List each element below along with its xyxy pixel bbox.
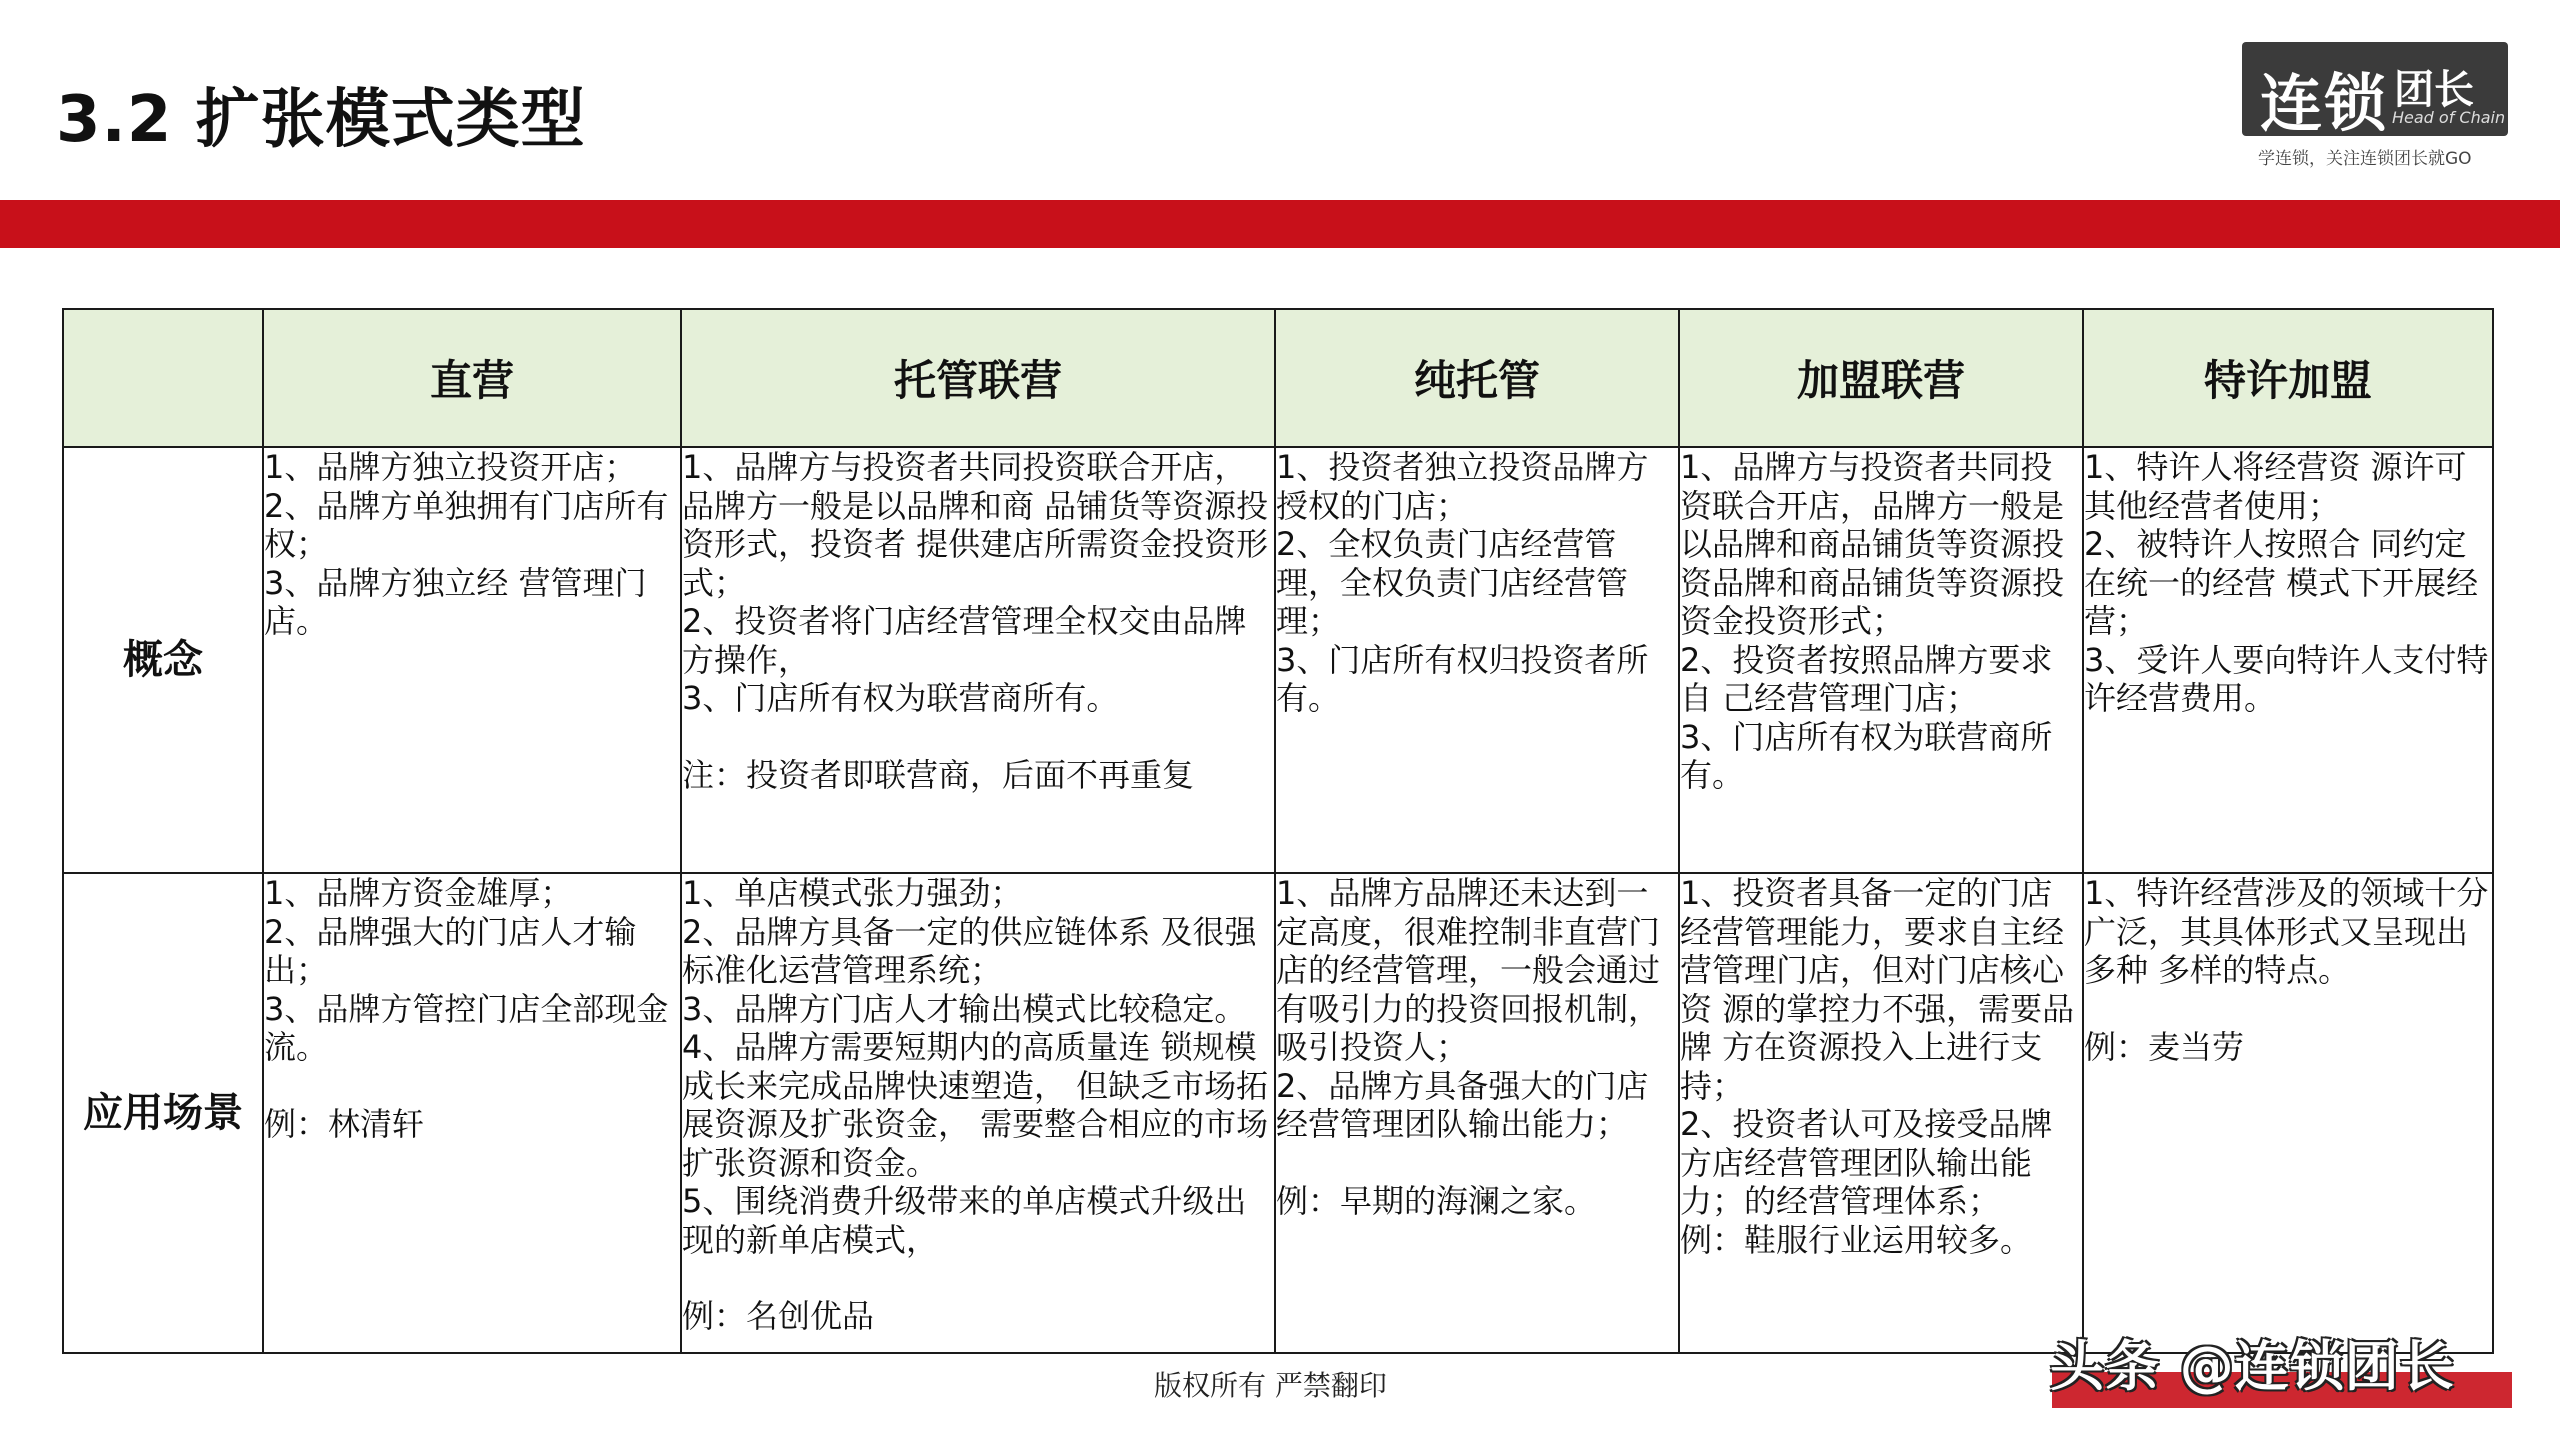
cell-concept-managed: 1、品牌方与投资者共同投资联合开店，品牌方一般是以品牌和商 品铺货等资源投资形式，投资者 提供建店所需资金投资形式； 2、投资者将门店经营管理全权交由品牌方操作， 3、门店所有权为联营商所有。 注：投资者即联营商，后面不再重复 (681, 447, 1275, 873)
cell-concept-licensed: 1、特许人将经营资 源许可其他经营者使用； 2、被特许人按照合 同约定在统一的经营 模式下开展经营； 3、受许人要向特许人支付特许经营费用。 (2083, 447, 2493, 873)
expansion-mode-table (62, 308, 2494, 1354)
logo-english-text: Head of Chain (2392, 108, 2506, 127)
example-text: 例：名创优品 (682, 1297, 875, 1335)
example-text: 例：林清轩 (264, 1104, 425, 1143)
logo-main-text: 连锁 (2260, 67, 2389, 140)
table-row-concept (63, 447, 2493, 873)
cell-scenario-franchise-joint: 1、投资者具备一定的门店经营管理能力，要求自主经营管理门店，但对门店核心资 源的掌控力不强，需要品牌 方在资源投入上进行支持； 2、投资者认可及接受品牌方店经营管理团队输出能力；的经营管理体系； 例：鞋服行业运用较多。 (1679, 873, 2083, 1353)
header-corner-cell (63, 309, 263, 447)
row-label-concept: 概念 (63, 447, 263, 873)
page-title: 3.2 扩张模式类型 (56, 83, 586, 157)
header-franchise-joint: 加盟联营 (1679, 309, 2083, 447)
row-label-scenario: 应用场景 (63, 873, 263, 1353)
cell-scenario-pure: 1、品牌方品牌还未达到一定高度，很难控制非直营门店的经营管理，一般会通过有吸引力的投资回报机制，吸引投资人； 2、品牌方具备强大的门店经营管理团队输出能力； 例：早期的海澜之家。 (1275, 873, 1679, 1353)
example-text: 例：鞋服行业运用较多。 (1680, 1220, 2033, 1259)
cell-concept-franchise-joint: 1、品牌方与投资者共同投资联合开店，品牌方一般是以品牌和商品铺货等资源投资品牌和商品铺货等资源投资金投资形式； 2、投资者按照品牌方要求自 己经营管理门店； 3、门店所有权为联营商所有。 (1679, 447, 2083, 873)
logo-secondary-text: 团长 (2394, 67, 2474, 113)
cell-concept-pure: 1、投资者独立投资品牌方授权的门店； 2、全权负责门店经营管理，全权负责门店经营管理； 3、门店所有权归投资者所有。 (1275, 447, 1679, 873)
header-divider-band (0, 200, 2560, 248)
note-text: 注：投资者即联营商，后面不再重复 (682, 755, 1195, 794)
table-row-scenario (63, 873, 2493, 1353)
header-managed-joint: 托管联营 (681, 309, 1275, 447)
logo-tagline: 学连锁，关注连锁团长就GO (2258, 149, 2472, 169)
header-licensed-franchise: 特许加盟 (2083, 309, 2493, 447)
header-direct-operation: 直营 (263, 309, 681, 447)
example-text: 例：麦当劳 (2084, 1027, 2245, 1066)
cell-scenario-direct: 1、品牌方资金雄厚； 2、品牌强大的门店人才输出； 3、品牌方管控门店全部现金流。 例：林清轩 (263, 873, 681, 1353)
header-pure-custody: 纯托管 (1275, 309, 1679, 447)
cell-scenario-managed: 1、单店模式张力强劲； 2、品牌方具备一定的供应链体系 及很强标准化运营管理系统； 3、品牌方门店人才输出模式比较稳定。 4、品牌方需要短期内的高质量连 锁规模成长来完成品牌快速塑造， 但缺乏市场拓展资源及扩张资金， 需要整合相应的市场扩张资源和资金。 5、围绕消费升级带来的单店模式升级出现的新单店模式， 例：名创优品 (681, 873, 1275, 1353)
table-header-row (63, 309, 2493, 447)
cell-scenario-licensed: 1、特许经营涉及的领域十分广泛，其具体形式又呈现出多种 多样的特点。 例：麦当劳 (2083, 873, 2493, 1353)
cell-concept-direct: 1、品牌方独立投资开店； 2、品牌方单独拥有门店所有权； 3、品牌方独立经 营管理门店。 (263, 447, 681, 873)
example-text: 例：早期的海澜之家。 (1276, 1181, 1597, 1220)
watermark-text: 头条 @连锁团长 (2050, 1335, 2455, 1398)
copyright-notice: 版权所有 严禁翻印 (1154, 1369, 1387, 1402)
brand-logo (2242, 42, 2508, 140)
